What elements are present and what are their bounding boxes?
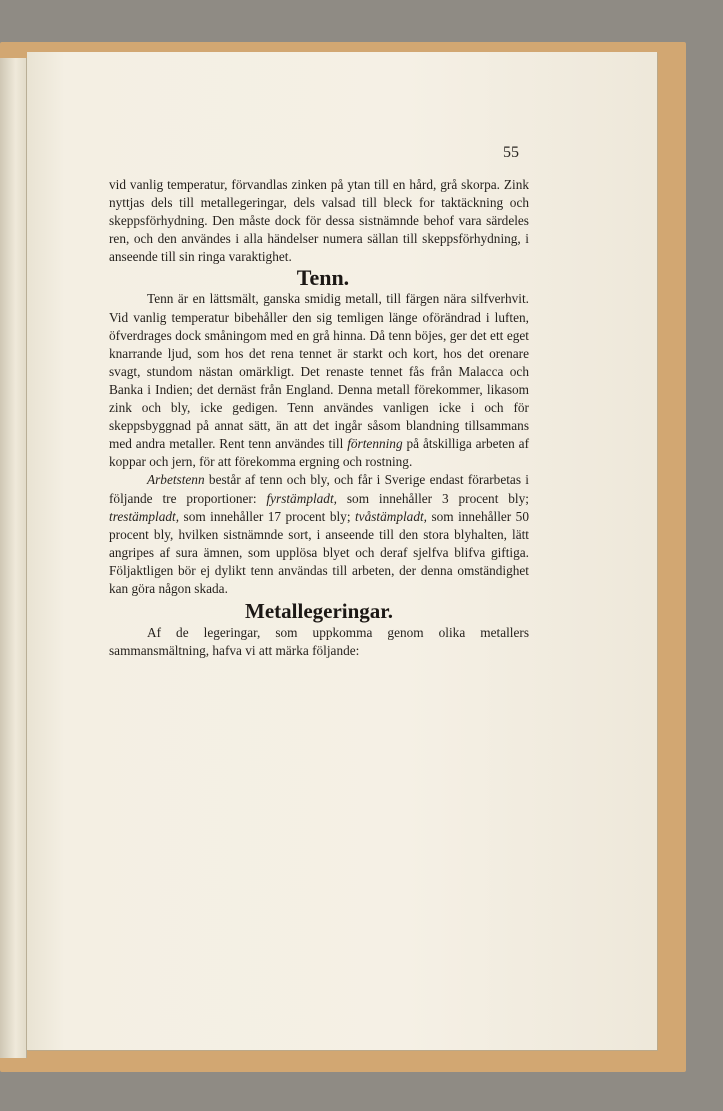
- paragraph-metallegeringar: Af de legeringar, som uppkomma genom olika metallers sammansmältning, hafva vi att märka följande:: [109, 625, 529, 659]
- paragraph-arbetstenn: [109, 471, 529, 598]
- section-heading-metallegeringar: Metallegeringar.: [245, 599, 393, 624]
- arbetstenn-text-3: som innehåller 17 procent bly;: [183, 508, 351, 524]
- arbetstenn-text-2: som innehåller 3 procent bly;: [346, 490, 529, 506]
- paragraph-zink-intro: vid vanlig temperatur, förvandlas zinken på ytan till en hård, grå skorpa. Zink nyttjas dels till metallegeringar, dels valsad till bleck for taktäckning och skeppsförhydning. Den måste dock för dessa sistnämnde behof vara särdeles ren, och den användes i alla händelser numera sällan till skeppsförhydning, i anseende till sin ringa varaktighet.: [109, 177, 529, 265]
- term-fortenning: förtenning: [347, 436, 403, 452]
- arbetstenn-text-1: består af tenn och bly, och får i Sverige endast förarbetas i följande tre proportioner:: [109, 472, 529, 506]
- section-heading-tenn: Tenn.: [296, 265, 350, 291]
- arbetstenn-text-4: som innehåller 50 procent bly, hvilken sistnämnde sort, i anseende till den stora blyhalten, lätt angripes af sura ämnen, som upplösa blyet och deraf sjelfva blifva giftiga. Följaktligen bör ej dylikt tenn användas till arbeten, der denna omständighet kan göra någon skada.: [109, 508, 529, 596]
- page-number: 55: [503, 144, 519, 161]
- tenn-body-text: Tenn är en lättsmält, ganska smidig metall, till färgen nära silfverhvit. Vid vanlig temperatur bibehåller den sig temligen länge oförändrad i luften, öfverdrages dock småningom med en grå hinna. Då tenn böjes, ger det ett eget knarrande ljud, som hos det rena tennet är starkt och kort, hos det orenare svagt, stundom nästan omärkligt. Det renaste tennet fås från Malacca och Banka i Indien; det dernäst från England. Denna metall förekommer, likasom zink och bly, icke gedigen. Tenn användes vanligen icke i och för skeppsbyggnad på annat sätt, än att det ingår såsom blandning tillsammans med andra metaller. Rent tenn användes till: [109, 291, 529, 452]
- term-trestampladt: trestämpladt,: [109, 508, 180, 524]
- paragraph-tenn: [109, 290, 529, 471]
- term-fyrstampladt: fyrstämpladt,: [266, 490, 337, 506]
- term-arbetstenn: Arbetstenn: [147, 472, 205, 488]
- page-text: [109, 176, 529, 660]
- book-page: [27, 52, 657, 1050]
- tenn-body-end-text: på åtskilliga arbeten af koppar och jern, för att förekomma ergning och rostning.: [109, 436, 530, 470]
- facing-page-edge: [0, 58, 27, 1058]
- term-tvastampladt: tvåstämpladt,: [354, 508, 427, 524]
